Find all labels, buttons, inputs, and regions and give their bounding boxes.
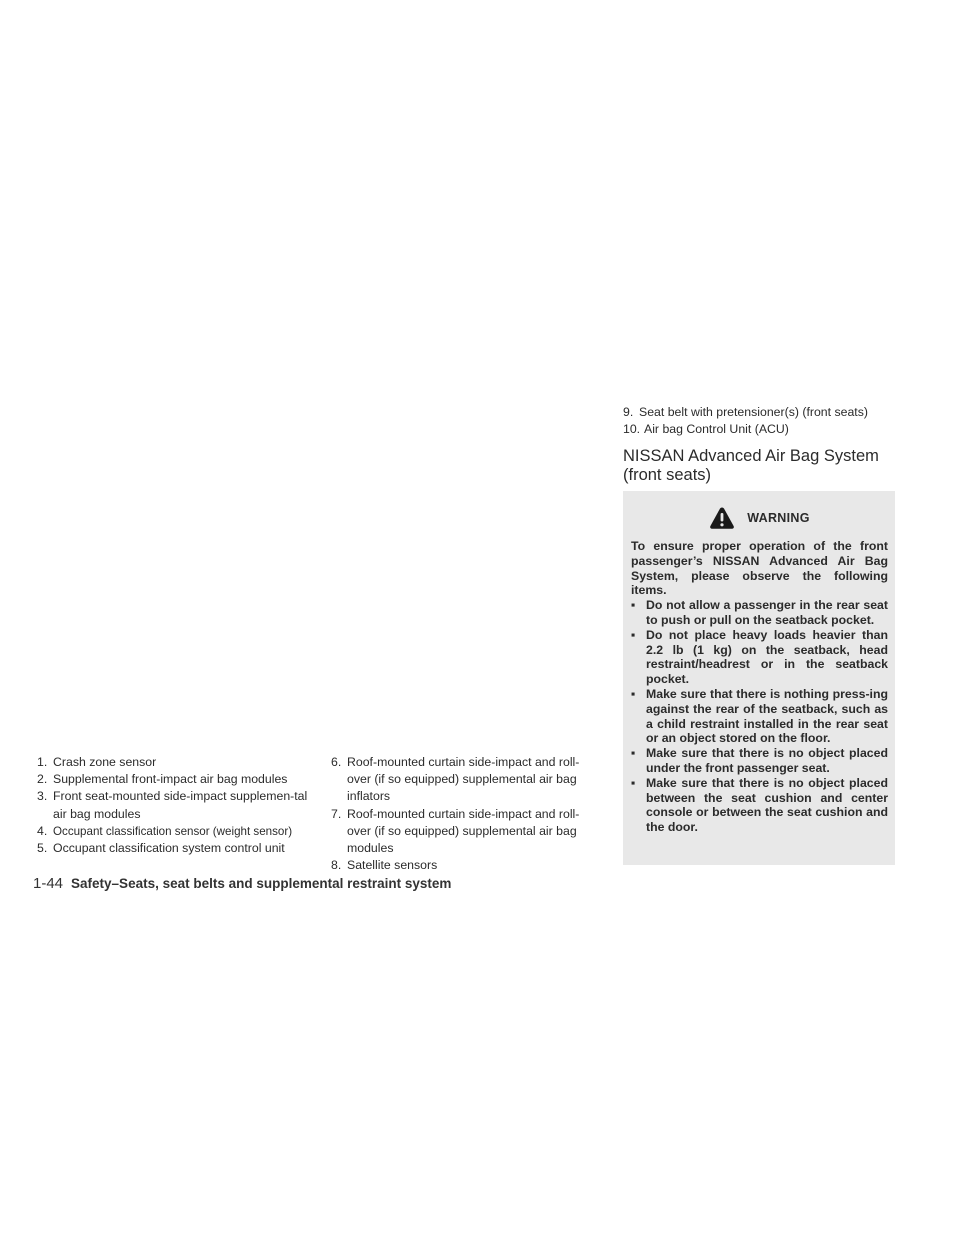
legend-list-right bbox=[623, 404, 895, 438]
legend-item bbox=[37, 754, 309, 771]
legend-text: Roof-mounted curtain side-impact and roll-over (if so equipped) supplemental air bag inflators bbox=[347, 755, 580, 804]
warning-item bbox=[631, 746, 888, 776]
warning-box bbox=[623, 491, 895, 865]
bullet-icon: ▪ bbox=[631, 746, 636, 761]
legend-item bbox=[37, 823, 309, 840]
legend-item bbox=[623, 421, 895, 438]
warning-item-text: Make sure that there is no object placed between the seat cushion and center console or between the seat cushion and the door. bbox=[646, 775, 888, 835]
legend-item bbox=[37, 771, 309, 788]
legend-number: 8. bbox=[331, 858, 342, 873]
legend-text: Supplemental front-impact air bag modules bbox=[53, 772, 288, 787]
legend-item bbox=[623, 404, 895, 421]
legend-number: 10. bbox=[623, 422, 641, 437]
legend-number: 3. bbox=[37, 789, 48, 804]
page-footer bbox=[33, 875, 451, 892]
legend-column-middle bbox=[331, 754, 593, 874]
legend-text: Crash zone sensor bbox=[53, 755, 157, 769]
bullet-icon: ▪ bbox=[631, 627, 636, 642]
footer-section-title: Safety–Seats, seat belts and supplemental restraint system bbox=[71, 876, 452, 891]
warning-header bbox=[631, 505, 888, 531]
legend-item bbox=[37, 840, 309, 857]
legend-item bbox=[331, 806, 593, 858]
legend-item bbox=[331, 754, 593, 806]
warning-list bbox=[631, 598, 888, 835]
legend-text: Occupant classification sensor (weight sensor) bbox=[53, 824, 293, 838]
bullet-icon: ▪ bbox=[631, 598, 636, 613]
warning-title: WARNING bbox=[747, 511, 810, 525]
legend-list-left bbox=[37, 754, 309, 857]
legend-item bbox=[331, 857, 593, 874]
legend-number: 2. bbox=[37, 772, 48, 787]
legend-number: 7. bbox=[331, 806, 342, 821]
warning-item bbox=[631, 598, 888, 628]
legend-number: 4. bbox=[37, 823, 48, 838]
warning-item bbox=[631, 628, 888, 687]
warning-item-text: Make sure that there is nothing press-ing against the rear of the seatback, such as a child restraint installed in the rear seat or an object stored on the floor. bbox=[646, 686, 888, 746]
bullet-icon: ▪ bbox=[631, 686, 636, 701]
legend-number: 6. bbox=[331, 755, 342, 769]
legend-text: Roof-mounted curtain side-impact and roll-over (if so equipped) supplemental air bag modules bbox=[347, 806, 580, 856]
warning-item bbox=[631, 687, 888, 746]
legend-text: Front seat-mounted side-impact supplemen-tal air bag modules bbox=[53, 789, 308, 821]
warning-item-text: Make sure that there is no object placed under the front passenger seat. bbox=[646, 746, 888, 775]
legend-number: 5. bbox=[37, 841, 48, 856]
legend-number: 9. bbox=[623, 405, 634, 419]
legend-number: 1. bbox=[37, 755, 48, 769]
legend-text: Air bag Control Unit (ACU) bbox=[644, 422, 789, 437]
right-column bbox=[623, 404, 895, 485]
warning-intro: To ensure proper operation of the front passenger’s NISSAN Advanced Air Bag System, please observe the following items. bbox=[631, 539, 888, 598]
page-number: 1-44 bbox=[33, 875, 64, 892]
legend-text: Seat belt with pretensioner(s) (front seats) bbox=[639, 405, 868, 419]
warning-item bbox=[631, 776, 888, 835]
legend-list-middle bbox=[331, 754, 593, 874]
warning-item-text: Do not place heavy loads heavier than 2.2 lb (1 kg) on the seatback, head restraint/headrest or in the seatback pocket. bbox=[646, 627, 888, 687]
warning-item-text: Do not allow a passenger in the rear seat to push or pull on the seatback pocket. bbox=[646, 598, 888, 627]
legend-item bbox=[37, 788, 309, 822]
legend-text: Occupant classification system control unit bbox=[53, 841, 285, 856]
bullet-icon: ▪ bbox=[631, 775, 636, 790]
legend-text: Satellite sensors bbox=[347, 858, 438, 873]
section-heading: NISSAN Advanced Air Bag System (front seats) bbox=[623, 447, 879, 485]
legend-column-left bbox=[37, 754, 309, 857]
warning-triangle-icon bbox=[709, 506, 735, 530]
